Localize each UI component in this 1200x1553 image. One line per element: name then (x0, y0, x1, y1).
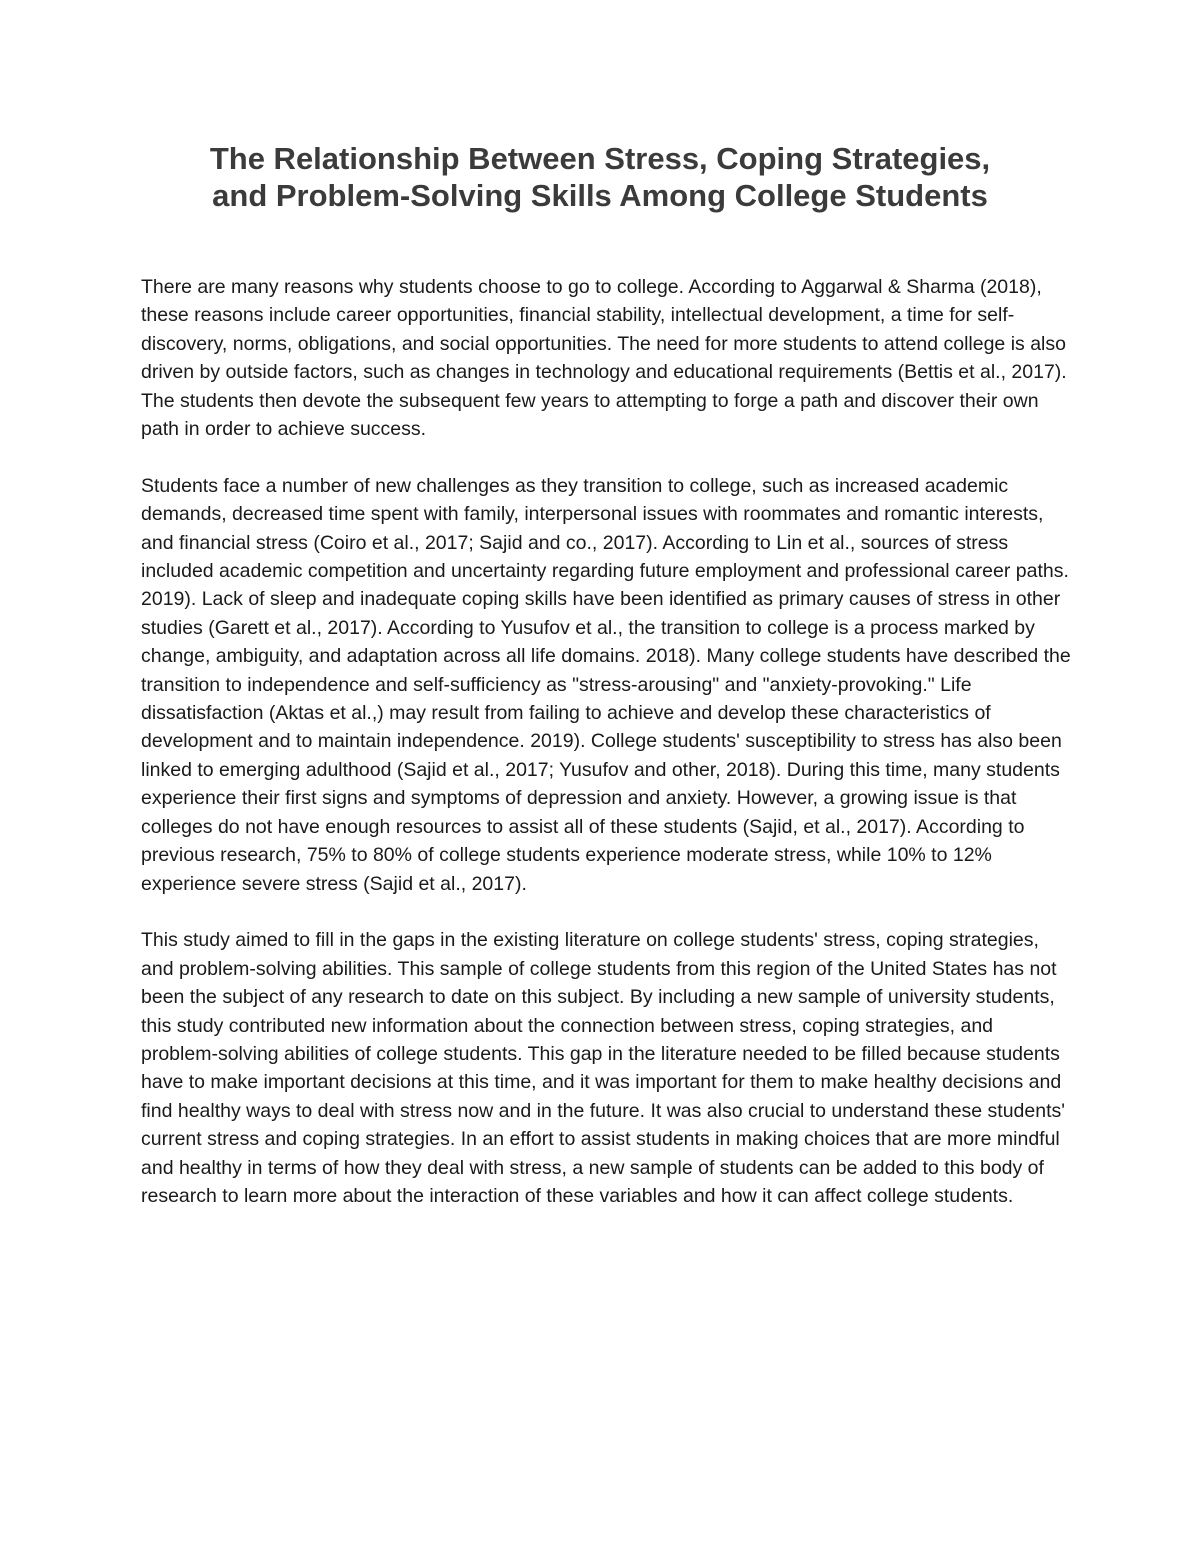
paragraph-1: There are many reasons why students choose to go to college. According to Aggarwal & Sharma (2018), these reasons include career opportunities, financial stability, intellectual development, a time for self-discovery, norms, obligations, and social opportunities. The need for more students to attend college is also driven by outside factors, such as changes in technology and educational requirements (Bettis et al., 2017). The students then devote the subsequent few years to attempting to forge a path and discover their own path in order to achieve success. (141, 276, 1067, 441)
paragraph-3: This study aimed to fill in the gaps in the existing literature on college students' stress, coping strategies, and problem-solving abilities. This sample of college students from this region of the United States has not been the subject of any research to date on this subject. By including a new sample of university students, this study contributed new information about the connection between stress, coping strategies, and problem-solving abilities of college students. This gap in the literature needed to be filled because students have to make important decisions at this time, and it was important for them to make healthy decisions and find healthy ways to deal with stress now and in the future. It was also crucial to understand these students' current stress and coping strategies. In an effort to assist students in making choices that are more mindful and healthy in terms of how they deal with stress, a new sample of students can be added to this body of research to learn more about the interaction of these variables and how it can affect college students. (141, 929, 1065, 1207)
paragraph-2: Students face a number of new challenges as they transition to college, such as increased academic demands, decreased time spent with family, interpersonal issues with roommates and romantic interests, and financial stress (Coiro et al., 2017; Sajid and co., 2017). According to Lin et al., sources of stress included academic competition and uncertainty regarding future employment and professional career paths. 2019). Lack of sleep and inadequate coping skills have been identified as primary causes of stress in other studies (Garett et al., 2017). According to Yusufov et al., the transition to college is a process marked by change, ambiguity, and adaptation across all life domains. 2018). Many college students have described the transition to independence and self-sufficiency as "stress-arousing" and "anxiety-provoking." Life dissatisfaction (Aktas et al.,) may result from failing to achieve and develop these characteristics of development and to maintain independence. 2019). College students' susceptibility to stress has also been linked to emerging adulthood (Sajid et al., 2017; Yusufov and other, 2018). During this time, many students experience their first signs and symptoms of depression and anxiety. However, a growing issue is that colleges do not have enough resources to assist all of these students (Sajid, et al., 2017). According to previous research, 75% to 80% of college students experience moderate stress, while 10% to 12% experience severe stress (Sajid et al., 2017). (141, 474, 1071, 895)
document-body (141, 273, 1071, 1239)
title-line-2: and Problem-Solving Skills Among College Students (212, 178, 988, 213)
title-line-1: The Relationship Between Stress, Coping Strategies, (209, 141, 991, 176)
document-title (120, 140, 1080, 214)
